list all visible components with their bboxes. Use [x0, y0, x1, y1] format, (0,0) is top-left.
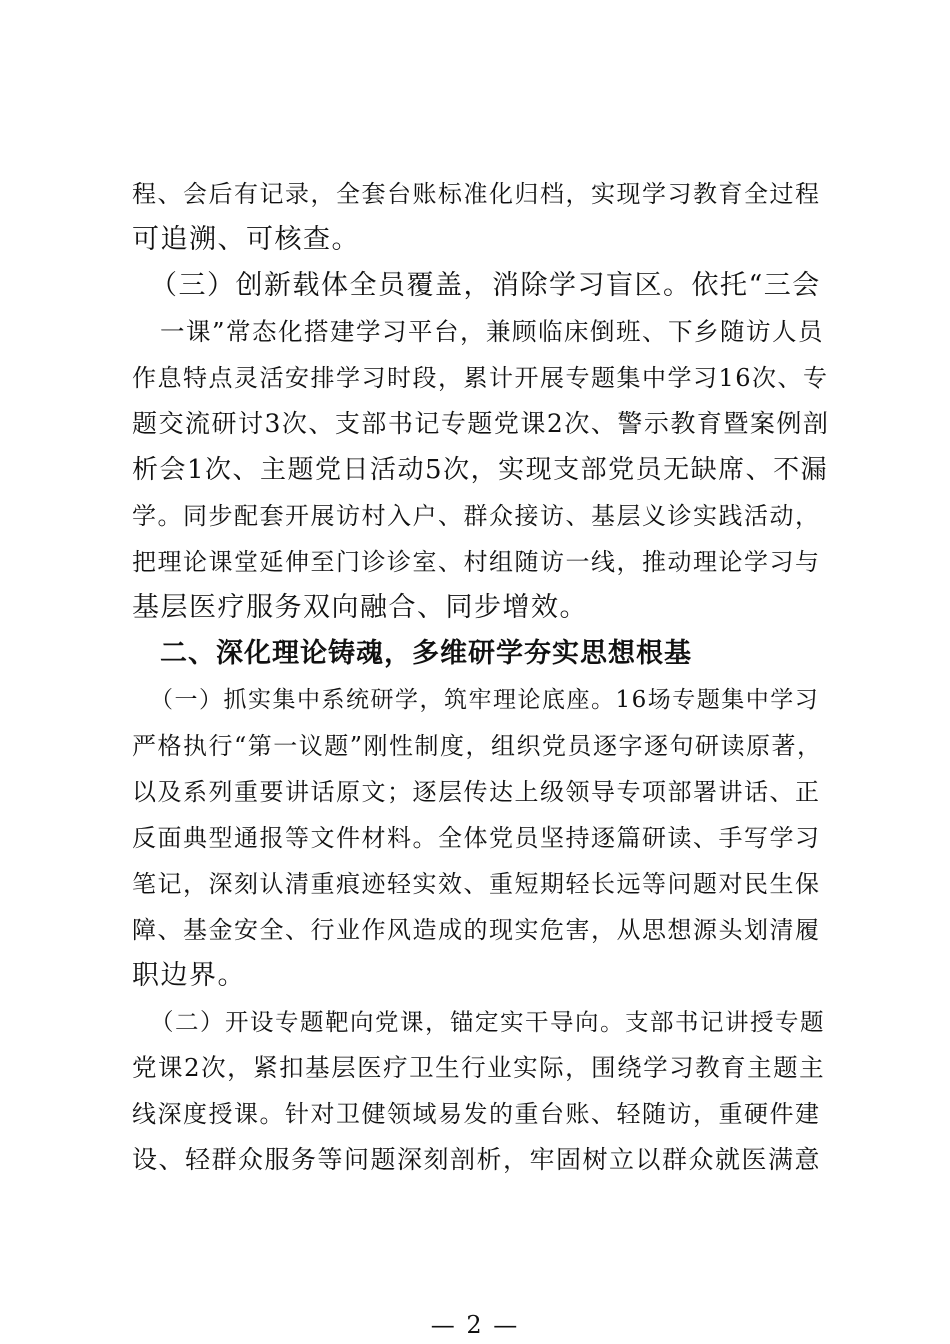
body-text-line: 笔记，深刻认清重痕迹轻实效、重短期轻长远等问题对民生保 [132, 870, 821, 898]
body-text-line: 严格执行“第一议题”刚性制度，组织党员逐字逐句研读原著， [132, 732, 823, 760]
body-text-line: 把理论课堂延伸至门诊诊室、村组随访一线，推动理论学习与 [132, 548, 821, 576]
body-text-line: （三）创新载体全员覆盖，消除学习盲区。依托“三会 [150, 270, 821, 301]
body-text-line: （一）抓实集中系统研学，筑牢理论底座。16场专题集中学习 [150, 687, 820, 713]
body-text-line: 析会1次、主题党日活动5次，实现支部党员无缺席、不漏 [132, 455, 829, 485]
page-number: — 2 — [430, 1311, 520, 1339]
section-heading: 二、深化理论铸魂，多维研学夯实思想根基 [160, 638, 692, 669]
body-text-line: 一课”常态化搭建学习平台，兼顾临床倒班、下乡随访人员 [160, 317, 825, 346]
body-text-line: 作息特点灵活安排学习时段，累计开展专题集中学习16次、专 [132, 364, 829, 392]
body-text-line: 学。同步配套开展访村入户、群众接访、基层义诊实践活动， [132, 502, 821, 530]
body-text-line: 以及系列重要讲话原文；逐层传达上级领导专项部署讲话、正 [132, 778, 821, 806]
body-text-line: 可追溯、可核查。 [132, 224, 360, 255]
body-text-line: 职边界。 [132, 960, 246, 991]
body-text-line: 设、轻群众服务等问题深刻剖析，牢固树立以群众就医满意 [132, 1145, 822, 1174]
body-text-line: 线深度授课。针对卫健领域易发的重台账、轻随访，重硬件建 [132, 1100, 821, 1128]
body-text-line: 程、会后有记录，全套台账标准化归档，实现学习教育全过程 [132, 180, 821, 208]
body-text-line: 反面典型通报等文件材料。全体党员坚持逐篇研读、手写学习 [132, 824, 821, 852]
body-text-line: （二）开设专题靶向党课，锚定实干导向。支部书记讲授专题 [150, 1008, 825, 1036]
body-text-line: 题交流研讨3次、支部书记专题党课2次、警示教育暨案例剖 [132, 409, 830, 438]
body-text-line: 障、基金安全、行业作风造成的现实危害，从思想源头划清履 [132, 916, 821, 944]
body-text-line: 党课2次，紧扣基层医疗卫生行业实际，围绕学习教育主题主 [132, 1053, 826, 1082]
body-text-line: 基层医疗服务双向融合、同步增效。 [132, 592, 588, 623]
